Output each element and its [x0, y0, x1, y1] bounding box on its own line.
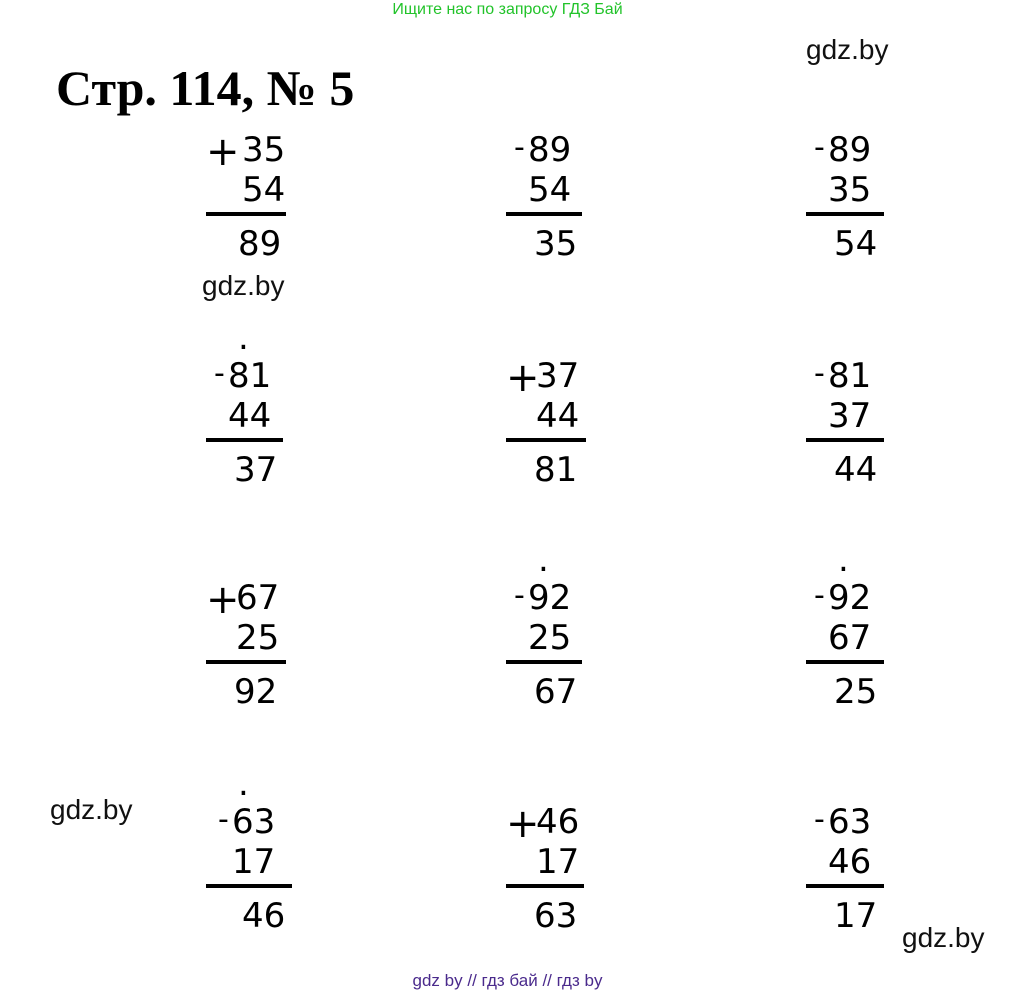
- second-operand: 67: [828, 618, 872, 658]
- column-problem: [806, 356, 906, 490]
- result: 63: [534, 896, 578, 936]
- result: 81: [534, 450, 578, 490]
- column-problem: [506, 540, 606, 712]
- sum-line: [206, 438, 283, 442]
- second-operand: 17: [232, 842, 276, 882]
- sum-line: [206, 884, 292, 888]
- plus-sign: +: [506, 355, 540, 401]
- first-operand: 81: [828, 356, 872, 396]
- result: 44: [834, 450, 878, 490]
- result: 35: [534, 224, 578, 264]
- footer-separator: //: [467, 971, 477, 990]
- watermark: gdz.by: [902, 922, 985, 953]
- second-operand: 25: [236, 618, 280, 658]
- column-problem: [806, 540, 906, 712]
- sum-line: [806, 212, 884, 216]
- plus-sign: +: [506, 801, 540, 847]
- first-operand: 63: [828, 802, 872, 842]
- watermark: gdz.by: [202, 270, 285, 301]
- borrow-dot: .: [238, 318, 249, 358]
- column-problem: [806, 802, 906, 936]
- borrow-dot: .: [238, 764, 249, 804]
- second-operand: 54: [528, 170, 572, 210]
- first-operand: 92: [828, 578, 872, 618]
- column-problem: [506, 355, 606, 490]
- first-operand: 63: [232, 802, 276, 842]
- result: 25: [834, 672, 878, 712]
- sum-line: [206, 212, 286, 216]
- second-operand: 54: [242, 170, 286, 210]
- sum-line: [506, 660, 582, 664]
- sum-line: [506, 438, 586, 442]
- result: 67: [534, 672, 578, 712]
- minus-sign: -: [514, 578, 525, 613]
- footer-separator: //: [542, 971, 552, 990]
- first-operand: 35: [242, 130, 286, 170]
- first-operand: 37: [536, 356, 580, 396]
- second-operand: 35: [828, 170, 872, 210]
- first-operand: 46: [536, 802, 580, 842]
- sum-line: [506, 884, 584, 888]
- column-problem: [206, 318, 306, 490]
- second-operand: 25: [528, 618, 572, 658]
- footer-link-gdz-by[interactable]: gdz by: [412, 971, 463, 990]
- minus-sign: -: [814, 802, 825, 837]
- column-problem: [206, 129, 306, 264]
- column-problem: [806, 130, 906, 264]
- footer-links: [0, 970, 1015, 992]
- minus-sign: -: [814, 130, 825, 165]
- result: 54: [834, 224, 878, 264]
- column-problem: [506, 801, 606, 936]
- column-problem: [206, 577, 306, 712]
- result: 17: [834, 896, 878, 936]
- watermark: gdz.by: [50, 794, 133, 825]
- result: 37: [234, 450, 278, 490]
- first-operand: 92: [528, 578, 572, 618]
- result: 46: [242, 896, 286, 936]
- first-operand: 89: [828, 130, 872, 170]
- borrow-dot: .: [838, 540, 849, 580]
- footer-link-gdz-bai[interactable]: гдз бай: [481, 971, 538, 990]
- second-operand: 37: [828, 396, 872, 436]
- footer-link-gdz-by-cyr[interactable]: гдз by: [556, 971, 603, 990]
- watermark: gdz.by: [806, 34, 889, 65]
- second-operand: 44: [536, 396, 580, 436]
- first-operand: 67: [236, 578, 280, 618]
- sum-line: [806, 660, 884, 664]
- result: 92: [234, 672, 278, 712]
- top-banner[interactable]: Ищите нас по запросу ГДЗ Бай: [392, 1, 623, 18]
- sum-line: [806, 438, 884, 442]
- first-operand: 89: [528, 130, 572, 170]
- plus-sign: +: [206, 129, 240, 175]
- minus-sign: -: [218, 802, 229, 837]
- page-title: Стр. 114, № 5: [56, 60, 355, 116]
- borrow-dot: .: [538, 540, 549, 580]
- minus-sign: -: [514, 130, 525, 165]
- minus-sign: -: [814, 578, 825, 613]
- second-operand: 17: [536, 842, 580, 882]
- first-operand: 81: [228, 356, 272, 396]
- second-operand: 46: [828, 842, 872, 882]
- sum-line: [806, 884, 884, 888]
- minus-sign: -: [214, 356, 225, 391]
- plus-sign: +: [206, 577, 240, 623]
- sum-line: [506, 212, 582, 216]
- column-problem: [206, 764, 306, 936]
- second-operand: 44: [228, 396, 272, 436]
- column-problem: [506, 130, 606, 264]
- minus-sign: -: [814, 356, 825, 391]
- sum-line: [206, 660, 286, 664]
- result: 89: [238, 224, 282, 264]
